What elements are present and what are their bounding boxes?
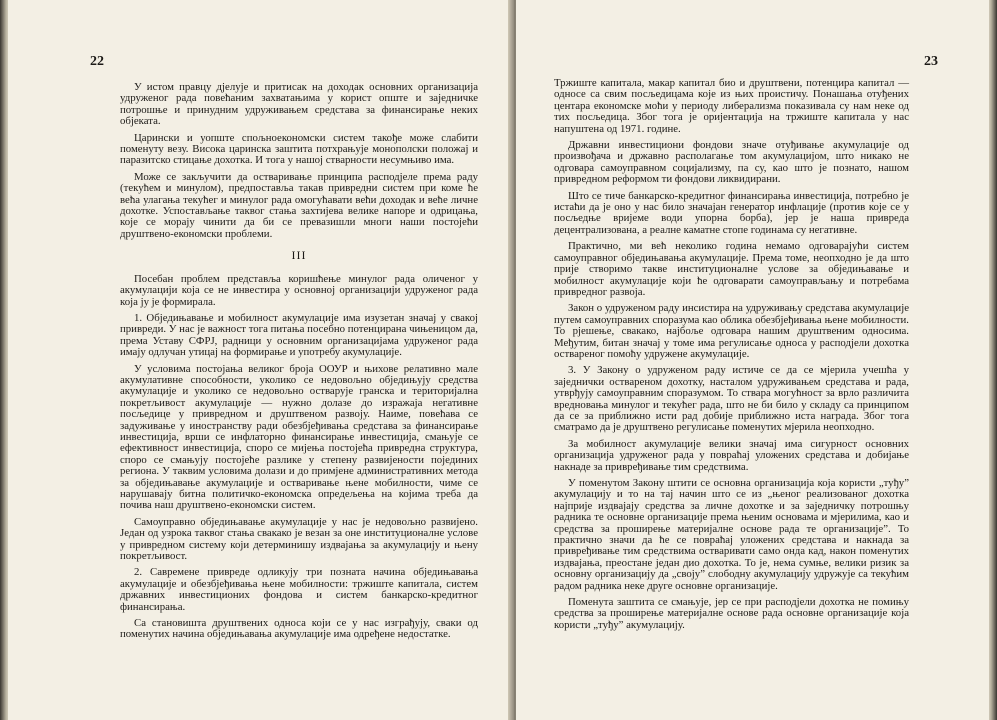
paragraph: Закон о удруженом раду инсистира на удруживању средстава акумулације путем самоуправних споразума као облика обезбјеђивања њене мобилности. То рјешење, свакако, најбоље одговара нашим друштвеним односима. Међутим, битан значај у томе има регулисање односа у расподјели дохотка оствареног помоћу удружене акумулације. bbox=[554, 302, 909, 360]
paragraph: Тржиште капитала, макар капитал био и друштвени, потенцира капитал — односе са свим посљедицама које из њих проистичу. Понашања отуђених центара економске моћи у периоду либерализма показивала су нам неке од тих посљедица. Због тога је оријентација на тржиште капитала у нас напуштена од 1971. године. bbox=[554, 77, 909, 135]
paragraph: У поменутом Закону штити се основна организација која користи „туђу” акумулацију и то на тај начин што се из „њеног реализованог дохотка најприје издвајају средства за личне дохотке и за заједничку потрошњу радника те основне организације према њеним основама и мјерилима, као и средства за проширење материјалне основе рада те организације”. То практично значи да ће се повраћај уложених средстава и накнада за привређивање тим средствима остваривати само онда кад, након поменутих издвајања, преостане један дио дохотка. То је, нема сумње, велики ризик за основну организацију да „своју” слободну акумулацију удружује са текућим радом радника неке друге основне организације. bbox=[554, 477, 909, 592]
paragraph: 3. У Закону о удруженом раду истиче се да се мјерила учешћа у заједнички оствареном дохотку, насталом удруживањем средстава и рада, утврђују самоуправним споразумом. То ствара могућност за врло различита вредновања минулог и текућег рада, што не би било у складу са принципом да се за приближно исти рад добије приближно иста награда. Због тога сматрамо да је друштвено регулисање поменутих мјерила неопходно. bbox=[554, 364, 909, 434]
paragraph: 1. Обједињавање и мобилност акумулације има изузетан значај у свакој привреди. У нас је важност тога питања посебно потенцирана чињеницом да, према Уставу СФРЈ, радници у основним организацијама удруженог рада имају одлучан утицај на формирање и употребу акумулације. bbox=[120, 311, 478, 359]
paragraph: У истом правцу дјелује и притисак на доходак основних организација удруженог рада повећаним захватањима у корист опште и заједничке потрошње и принудним удруживањем средстава за финансирање неких објеката. bbox=[120, 81, 478, 128]
paragraph: Практично, ми већ неколико година немамо одговарајући систем самоуправног обједињавања акумулације. Према томе, неопходно је да што прије створимо такве институционалне услове за обједињавање и мобилност акумулације који ће одговарати самоуправљању и потребама привредног развоја. bbox=[554, 240, 909, 298]
paragraph: Царински и уопште спољноекономски систем такође може слабити поменуту везу. Висока царинска заштита потхрањује монополски положај и паразитско стицање дохотка. И тога у нашој стварности несумњиво има. bbox=[120, 131, 478, 167]
page-number: 22 bbox=[90, 54, 104, 69]
left-page-text bbox=[120, 82, 478, 646]
right-page-text bbox=[554, 78, 909, 636]
page-number: 23 bbox=[924, 54, 938, 69]
section-heading: III bbox=[291, 248, 307, 263]
paragraph: Поменута заштита се смањује, јер се при расподјели дохотка не помињу средства за проширење материјалне основе рада основне организације која користи „туђу” акумулацију. bbox=[554, 596, 909, 631]
paragraph: Може се закључити да остваривање принципа расподјеле према раду (текућем и минулом), предпоставља такав привредни систем при коме ће већа улагања текућег и минулог рада омогућавати већи доходак и веће личне дохотке. Успостављање таквог стања захтијева велике напоре и одрицања, које се морају чинити да би се превазишли многи наши постојећи друштвено-економски проблеми. bbox=[120, 170, 478, 240]
paragraph: Са становишта друштвених односа који се у нас изграђују, сваки од поменутих начина обједињавања акумулације има одређене недостатке. bbox=[120, 617, 478, 641]
paragraph: За мобилност акумулације велики значај има сигурност основних организација удруженог рада у повраћај уложених средстава и добијање накнаде за привређивање тим средствима. bbox=[554, 437, 909, 473]
paragraph: Што се тиче банкарско-кредитног финансирања инвестиција, потребно је истаћи да је оно у нас било значајан генератор инфлације (против које се у посљедње вријеме води упорна борба), јер је наша привреда децентрализована, а реалне каматне стопе годинама су негативне. bbox=[554, 189, 909, 236]
left-page bbox=[8, 0, 512, 720]
paragraph: Посебан проблем представља коришћење минулог рада оличеног у акумулацији која се не инвестира у основној организацији удруженог рада која ју је формирала. bbox=[120, 272, 478, 308]
paragraph: Државни инвестициони фондови значе отуђивање акумулације од произвођача и државно располагање том акумулацијом, што никако не одговара самоуправном социјализму, па су, као што је познато, нашом привредном реформом ти фондови ликвидирани. bbox=[554, 139, 909, 186]
paragraph: Самоуправно обједињавање акумулације у нас је недовољно развијено. Један од узрока таквог стања свакако је везан за оне институционалне услове у привредном систему који детерминишу издвајања за акумулацију и њену покретљивост. bbox=[120, 515, 478, 563]
paragraph: У условима постојања великог броја ООУР и њихове релативно мале акумулативне способности, уколико се недовољно обједињују средства акумулације и уколико се недовољно остварује гранска и територијална покретљивост акумулације — нужно долазе до изражаја негативне посљедице у привредном и друштвеном развоју. Наиме, повећава се задуживање у иностранству ради обезбјеђивања средстава за финансирање инвестиција, врши се инфлаторно финансирање инвестиција, смањује се ефективност инвестиција, споро се мијења постојећа привредна структура, споро се смањују постојеће разлике у степену развијености појединих региона. У таквим условима долази и до примјене административних метода за обједињавање акумулације и остваривање њене мобилности, чиме се нарушавају битна политичко-економска опредељења на којима треба да почива наш друштвено-економски систем. bbox=[120, 362, 478, 512]
right-page bbox=[516, 0, 989, 720]
paragraph: 2. Савремене привреде одликују три позната начина обједињавања акумулације и обезбјеђивања њене мобилности: тржиште капитала, систем државних инвестиционих фондова и систем банкарско-кредитног финансирања. bbox=[120, 566, 478, 613]
